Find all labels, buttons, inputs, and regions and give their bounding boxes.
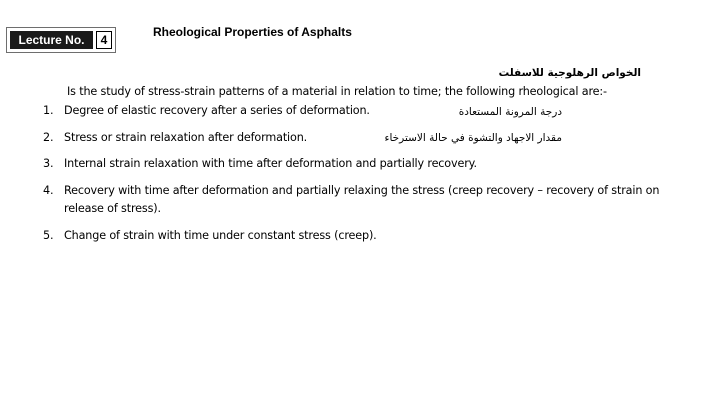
list-item-5 xyxy=(43,227,663,245)
list-item-text: Internal strain relaxation with time after deformation and partially recovery. xyxy=(64,157,477,170)
arabic-note-2: مقدار الاجهاد والتشوة في حالة الاسترخاء xyxy=(384,132,562,144)
list-item-text: Stress or strain relaxation after deformation. xyxy=(64,131,308,144)
list-item-text: Degree of elastic recovery after a series of deformation. xyxy=(64,104,370,117)
list-item-number: 5. xyxy=(43,229,54,242)
list-item-text: Recovery with time after deformation and partially relaxing the stress (creep recovery – recovery of strain on release of stress). xyxy=(64,184,660,215)
lecture-label: Lecture No. xyxy=(10,31,93,49)
list-item-3 xyxy=(43,155,663,173)
arabic-heading: الخواص الرهلوجية للاسفلت xyxy=(498,67,641,79)
list-item-text: Change of strain with time under constant stress (creep). xyxy=(64,229,377,242)
intro-paragraph: Is the study of stress-strain patterns of a material in relation to time; the following rheological are:- xyxy=(67,85,607,98)
page-title: Rheological Properties of Asphalts xyxy=(153,25,352,39)
list-item-number: 2. xyxy=(43,131,54,144)
list-item-4 xyxy=(43,182,665,218)
arabic-note-1: درجة المرونة المستعادة xyxy=(458,106,562,118)
list-item-number: 1. xyxy=(43,104,54,117)
list-item-number: 3. xyxy=(43,157,54,170)
lecture-number: 4 xyxy=(96,31,112,49)
list-item-number: 4. xyxy=(43,184,54,197)
lecture-badge xyxy=(6,27,116,53)
